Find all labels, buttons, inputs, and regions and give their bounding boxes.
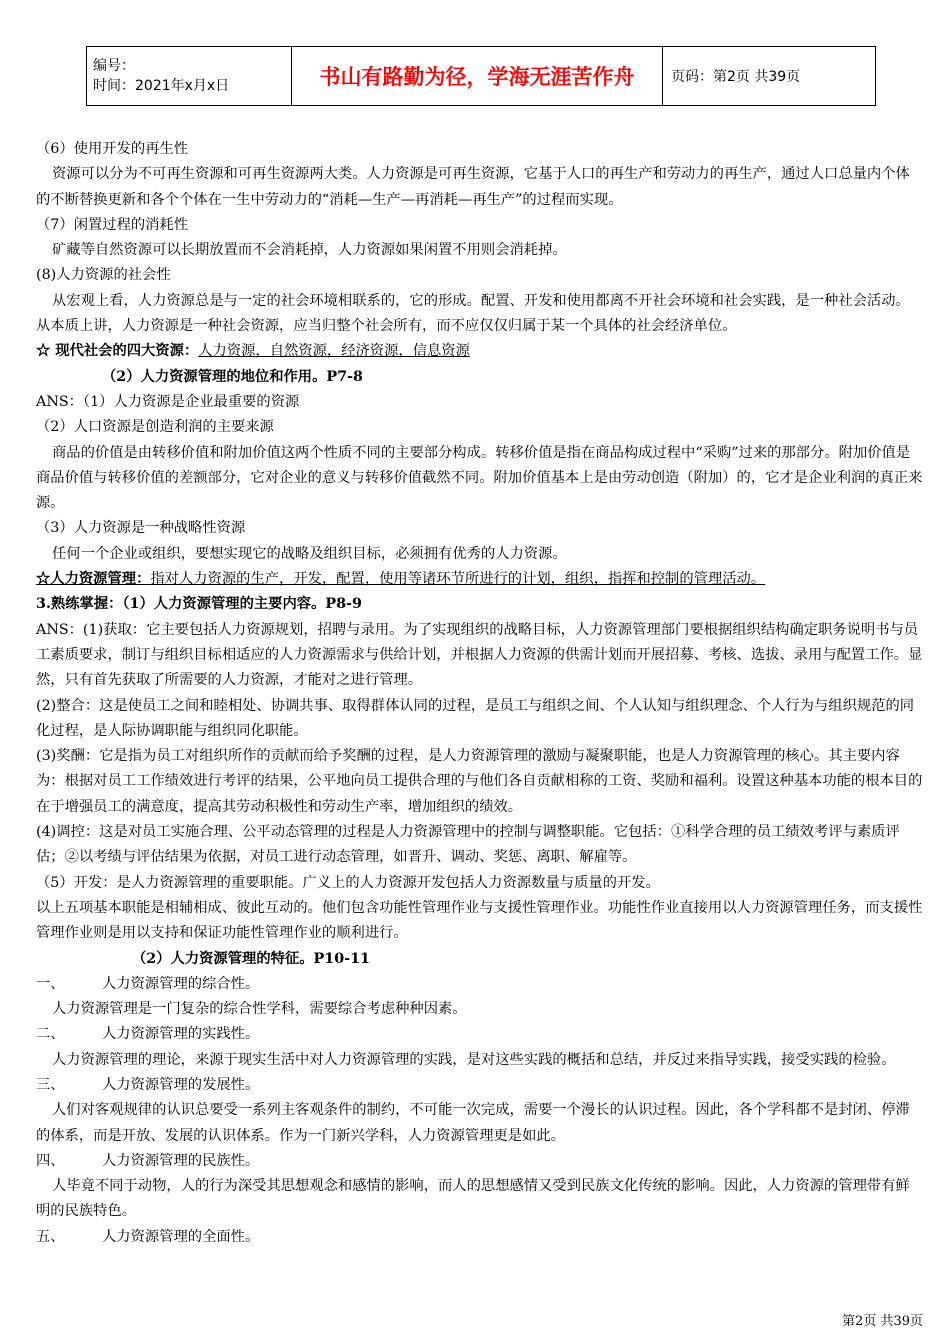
page-header [86, 46, 876, 106]
header-time: 时间：2021年x月x日 [93, 78, 230, 94]
star-prefix: ☆ 现代社会的四大资源： [36, 343, 199, 360]
feature-number: 一、 [36, 975, 65, 992]
definition-prefix: ☆人力资源管理： [36, 571, 151, 588]
paragraph: (4)调控：这是对员工实施合理、公平动态管理的过程是人力资源管理中的控制与调整职能。它包括：①科学合理的员工绩效考评与素质评估；②以考绩与评估结果为依据，对员工进行动态管理，如晋升、调动、奖惩、离职、解雇等。 [36, 824, 900, 866]
hrm-definition [36, 567, 924, 592]
heading-idle: （7）闲置过程的消耗性 [36, 216, 189, 233]
definition-text: 指对人力资源的生产，开发，配置，使用等诸环节所进行的计划，组织，指挥和控制的管理活动。 [150, 571, 766, 588]
feature-body: 人力资源管理是一门复杂的综合性学科，需要综合考虑种种因素。 [52, 1001, 467, 1018]
paragraph: 商品的价值是由转移价值和附加价值这两个性质不同的主要部分构成。转移价值是指在商品构成过程中“采购”过来的那部分。附加价值是商品价值与转移价值的差额部分，它对企业的意义与转移价值截然不同。附加价值基本上是由劳动创造（附加）的，它才是企业利润的真正来源。 [36, 444, 923, 512]
section-title: 3.熟练掌握：（1）人力资源管理的主要内容。P8-9 [36, 596, 362, 613]
section-title: （2）人力资源管理的特征。P10-11 [132, 950, 370, 967]
page-footer: 第2页 共39页 [842, 1314, 923, 1329]
header-motto: 书山有路勤为径，学海无涯苦作舟 [292, 47, 663, 106]
four-resources-note [36, 339, 924, 364]
feature-heading [36, 1149, 924, 1174]
feature-heading [36, 1225, 924, 1250]
feature-heading [36, 1022, 924, 1047]
star-text: 人力资源，自然资源，经济资源，信息资源 [198, 343, 470, 360]
paragraph: (3)奖酬：它是指为员工对组织所作的贡献而给予奖酬的过程，是人力资源管理的激励与凝聚职能，也是人力资源管理的核心。其主要内容为：根据对员工工作绩效进行考评的结果，公平地向员工提供合理的与他们各自贡献相称的工资、奖励和福利。设置这种基本功能的根本目的在于增强员工的满意度，提高其劳动积极性和劳动生产率，增加组织的绩效。 [36, 748, 923, 815]
feature-head: 人力资源管理的综合性。 [102, 975, 260, 992]
feature-head: 人力资源管理的实践性。 [102, 1026, 260, 1043]
paragraph: （2）人口资源是创造利润的主要来源 [36, 419, 274, 436]
paragraph: 从宏观上看，人力资源总是与一定的社会环境相联系的，它的形成。配置、开发和使用都离不开社会环境和社会实践，是一种社会活动。从本质上讲，人力资源是一种社会资源，应当归整个社会所有，而不应仅仅归属于某一个具体的社会经济单位。 [36, 292, 910, 335]
feature-number: 三、 [36, 1076, 65, 1093]
feature-head: 人力资源管理的发展性。 [102, 1076, 260, 1093]
header-page: 页码：第2页 共39页 [663, 47, 876, 106]
feature-number: 五、 [36, 1228, 65, 1245]
paragraph: ANS：(1)获取：它主要包括人力资源规划，招聘与录用。为了实现组织的战略目标，人力资源管理部门要根据组织结构确定职务说明书与员工素质要求，制订与组织目标相适应的人力资源需求与供给计划，并根据人力资源的供需计划而开展招募、考核、选拔、录用与配置工作。显然，只有首先获取了所需要的人力资源，才能对之进行管理。 [36, 621, 923, 689]
paragraph: 任何一个企业或组织，要想实现它的战略及组织目标，必须拥有优秀的人力资源。 [52, 545, 567, 562]
paragraph: （3）人力资源是一种战略性资源 [36, 520, 246, 537]
paragraph: （5）开发：是人力资源管理的重要职能。广义上的人力资源开发包括人力资源数量与质量的开发。 [36, 874, 660, 891]
paragraph: (2)整合：这是使员工之间和睦相处、协调共事、取得群体认同的过程，是员工与组织之间、个人认知与组织理念、个人行为与组织规范的同化过程，是人际协调职能与组织同化职能。 [36, 697, 915, 739]
feature-heading [36, 1073, 924, 1098]
document-body [36, 137, 924, 1250]
section-title: （2）人力资源管理的地位和作用。P7-8 [102, 368, 363, 385]
header-meta [87, 47, 292, 106]
paragraph: ANS：（1）人力资源是企业最重要的资源 [36, 393, 300, 410]
feature-body: 人毕竟不同于动物，人的行为深受其思想观念和感情的影响，而人的思想感情又受到民族文化传统的影响。因此，人力资源的管理带有鲜明的民族特色。 [36, 1178, 910, 1220]
header-number: 编号： [93, 58, 135, 74]
feature-body: 人力资源管理的理论，来源于现实生活中对人力资源管理的实践，是对这些实践的概括和总结，并反过来指导实践，接受实践的检验。 [52, 1051, 896, 1068]
heading-social: (8)人力资源的社会性 [36, 267, 171, 284]
feature-head: 人力资源管理的民族性。 [102, 1152, 260, 1169]
feature-head: 人力资源管理的全面性。 [102, 1228, 260, 1245]
feature-number: 四、 [36, 1152, 65, 1169]
feature-number: 二、 [36, 1026, 65, 1043]
heading-renewability: （6）使用开发的再生性 [36, 141, 189, 157]
feature-body: 人们对客观规律的认识总要受一系列主客观条件的制约，不可能一次完成，需要一个漫长的认识过程。因此，各个学科都不是封闭、停滞的体系，而是开放、发展的认识体系。作为一门新兴学科，人力资源管理更是如此。 [36, 1102, 910, 1144]
paragraph: 资源可以分为不可再生资源和可再生资源两大类。人力资源是可再生资源，它基于人口的再生产和劳动力的再生产，通过人口总量内个体的不断替换更新和各个个体在一生中劳动力的“消耗—生产—再消耗—再生产”的过程而实现。 [36, 166, 910, 208]
paragraph: 矿藏等自然资源可以长期放置而不会消耗掉，人力资源如果闲置不用则会消耗掉。 [52, 242, 567, 259]
paragraph: 以上五项基本职能是相辅相成、彼此互动的。他们包含功能性管理作业与支援性管理作业。功能性作业直接用以人力资源管理任务，而支援性管理作业则是用以支持和保证功能性管理作业的顺利进行。 [36, 899, 923, 942]
feature-heading [36, 972, 924, 997]
